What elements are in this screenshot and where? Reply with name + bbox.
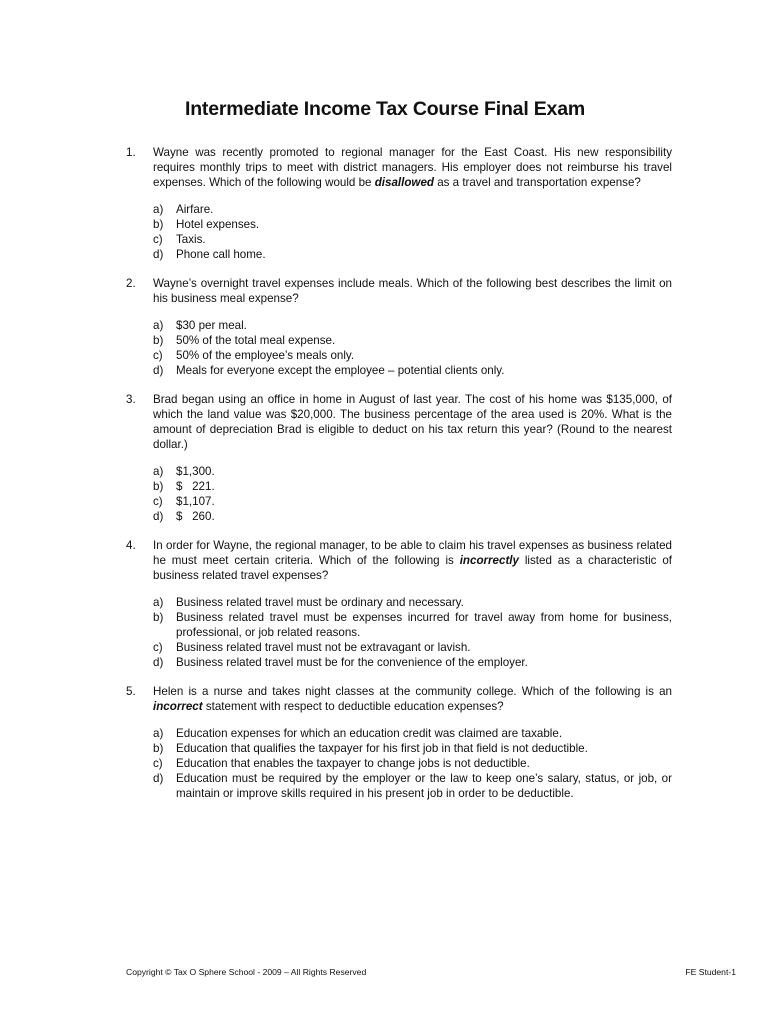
question-3 bbox=[126, 392, 672, 524]
answer-option: c) 50% of the employee’s meals only. bbox=[153, 349, 355, 362]
question-5 bbox=[126, 684, 672, 801]
answer-option: a) $30 per meal. bbox=[153, 319, 247, 332]
answer-option: d) $ 260. bbox=[153, 510, 215, 523]
page-label: FE Student-1 bbox=[685, 967, 736, 977]
exam-title: Intermediate Income Tax Course Final Exam bbox=[185, 98, 585, 120]
question-list bbox=[126, 145, 672, 801]
answer-options bbox=[153, 726, 672, 801]
question-number: 5. bbox=[126, 685, 136, 698]
answer-option: c) Education that enables the taxpayer to change jobs is not deductible. bbox=[153, 757, 530, 770]
answer-option: a) Airfare. bbox=[153, 203, 214, 216]
question-number: 1. bbox=[126, 146, 136, 159]
answer-option: d) Meals for everyone except the employee – potential clients only. bbox=[153, 364, 505, 377]
question-2 bbox=[126, 276, 672, 378]
answer-option: b) $ 221. bbox=[153, 480, 215, 493]
emphasis-word: incorrectly bbox=[459, 554, 519, 567]
emphasis-word: incorrect bbox=[153, 700, 203, 713]
question-number: 2. bbox=[126, 277, 136, 290]
question-text: Wayne was recently promoted to regional manager for the East Coast. His new responsibility requires monthly trips to meet with district managers. His employer does not reimburse his travel expenses. Which of the following would be disallowed as a travel and transportation expense? bbox=[153, 146, 672, 189]
answer-options bbox=[153, 595, 672, 670]
answer-option: b) Business related travel must be expenses incurred for travel away from home for business, professional, or job related reasons. bbox=[153, 611, 672, 639]
question-number: 4. bbox=[126, 539, 136, 552]
answer-option: a) Education expenses for which an education credit was claimed are taxable. bbox=[153, 727, 563, 740]
question-number: 3. bbox=[126, 393, 136, 406]
question-1 bbox=[126, 145, 672, 262]
question-text: In order for Wayne, the regional manager, to be able to claim his travel expenses as business related he must meet certain criteria. Which of the following is incorrectly listed as a characteristic of business related travel expenses? bbox=[153, 539, 673, 582]
answer-options bbox=[153, 318, 672, 378]
answer-option: d) Phone call home. bbox=[153, 248, 266, 261]
answer-option: d) Business related travel must be for the convenience of the employer. bbox=[153, 656, 528, 669]
answer-option: c) $1,107. bbox=[153, 495, 215, 508]
answer-option: b) Education that qualifies the taxpayer for his first job in that field is not deductible. bbox=[153, 742, 588, 755]
answer-option: b) 50% of the total meal expense. bbox=[153, 334, 336, 347]
page-footer bbox=[126, 967, 736, 977]
answer-option: a) $1,300. bbox=[153, 465, 215, 478]
answer-option: c) Taxis. bbox=[153, 233, 206, 246]
answer-option: c) Business related travel must not be extravagant or lavish. bbox=[153, 641, 471, 654]
answer-options bbox=[153, 202, 672, 262]
answer-option: d) Education must be required by the employer or the law to keep one’s salary, status, or job, or maintain or improve skills required in his present job in order to be deductible. bbox=[153, 772, 672, 800]
question-text: Brad began using an office in home in August of last year. The cost of his home was $135,000, of which the land value was $20,000. The business percentage of the area used is 20%. What is the amount of depreciation Brad is eligible to deduct on his tax return this year? (Round to the nearest dollar.) bbox=[153, 393, 672, 451]
copyright-text: Copyright © Tax O Sphere School - 2009 – All Rights Reserved bbox=[126, 967, 367, 977]
answer-option: a) Business related travel must be ordinary and necessary. bbox=[153, 596, 464, 609]
question-text: Wayne’s overnight travel expenses include meals. Which of the following best describes the limit on his business meal expense? bbox=[153, 277, 672, 305]
question-4 bbox=[126, 538, 672, 670]
emphasis-word: disallowed bbox=[374, 176, 434, 189]
answer-options bbox=[153, 464, 672, 524]
question-text: Helen is a nurse and takes night classes at the community college. Which of the following is an incorrect statement with respect to deductible education expenses? bbox=[153, 685, 672, 713]
answer-option: b) Hotel expenses. bbox=[153, 218, 260, 231]
